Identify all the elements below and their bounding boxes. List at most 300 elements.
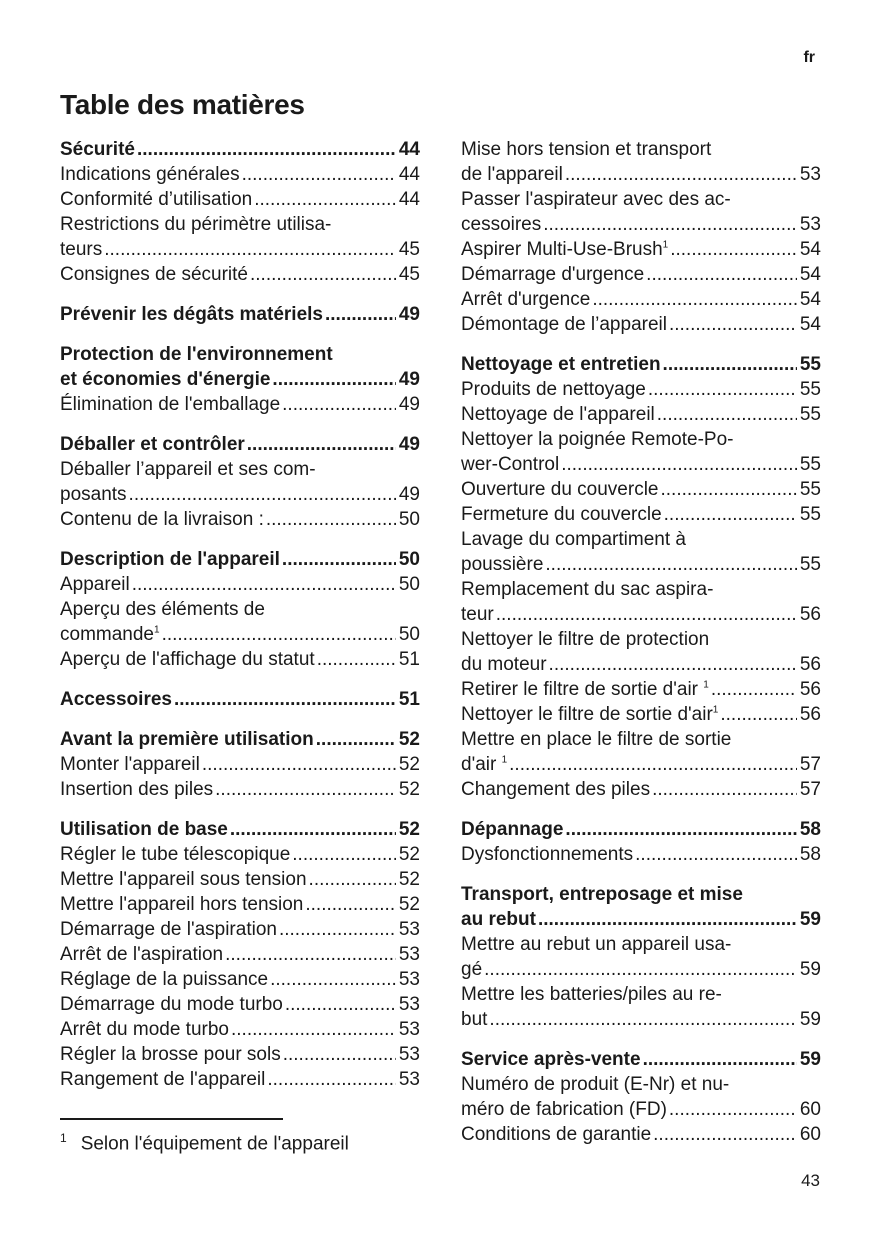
toc-page-number: 53: [398, 944, 420, 965]
toc-entry[interactable]: [461, 237, 821, 262]
toc-entry-row: [461, 352, 821, 377]
toc-entry[interactable]: [461, 187, 821, 237]
toc-entry-label: [60, 367, 270, 392]
toc-entry-title: Mettre l'appareil sous tension: [60, 869, 307, 890]
dot-leader: [325, 302, 396, 327]
toc-entry-label: [60, 302, 323, 327]
toc-entry[interactable]: [461, 702, 821, 727]
toc-entry[interactable]: [461, 262, 821, 287]
toc-page-number: 53: [398, 1069, 420, 1090]
toc-entry[interactable]: [60, 572, 420, 597]
toc-entry-label: [461, 312, 667, 337]
toc-page-number: 55: [799, 454, 821, 475]
dot-leader: [285, 992, 396, 1017]
toc-entry-text-start: Mettre au rebut un appareil usa-: [461, 934, 732, 955]
dot-leader: [292, 842, 396, 867]
toc-entry-label: [60, 917, 277, 942]
toc-entry[interactable]: [461, 137, 821, 187]
toc-entry-title: Insertion des piles: [60, 779, 214, 800]
toc-entry-title: Changement des piles: [461, 779, 651, 800]
toc-page-number: 52: [398, 819, 420, 840]
toc-entry[interactable]: [60, 842, 420, 867]
toc-page-number: 54: [799, 314, 821, 335]
toc-entry-title: Service après-vente: [461, 1049, 641, 1070]
footnote-reference: 1: [703, 679, 709, 691]
toc-entry-row: [60, 392, 420, 417]
toc-entry-title: Conditions de garantie: [461, 1124, 652, 1145]
toc-entry[interactable]: [461, 477, 821, 502]
toc-heading[interactable]: [60, 137, 420, 162]
dot-leader: [283, 1042, 396, 1067]
toc-entry-title: Arrêt du mode turbo: [60, 1019, 229, 1040]
toc-entry-label: [60, 942, 223, 967]
toc-entry-title: Nettoyer le filtre de sortie d'air: [461, 704, 713, 725]
dot-leader: [635, 842, 797, 867]
dot-leader: [242, 162, 396, 187]
footnote-reference: 1: [712, 704, 719, 716]
toc-entry[interactable]: [461, 287, 821, 312]
toc-entry-title: Monter l'appareil: [60, 754, 200, 775]
toc-entry-row: [461, 312, 821, 337]
toc-entry-title: Déballer et contrôler: [60, 434, 245, 455]
toc-entry-text-start: Numéro de produit (E-Nr) et nu-: [461, 1074, 730, 1095]
toc-page-number: 51: [398, 649, 420, 670]
toc-page-number: 49: [398, 369, 420, 390]
toc-entry-row: [60, 777, 420, 802]
toc-entry-label: [60, 1017, 229, 1042]
toc-entry-label: [60, 482, 127, 507]
toc-entry-row: [461, 1047, 821, 1072]
toc-entry-label: [461, 452, 559, 477]
toc-page-number: 52: [398, 754, 420, 775]
dot-leader: [509, 752, 797, 777]
dot-leader: [652, 777, 797, 802]
toc-entry-row: [461, 777, 821, 802]
toc-entry-row: [60, 302, 420, 327]
toc-entry-label: [461, 777, 650, 802]
toc-entry-row: [60, 507, 420, 532]
toc-entry-title: Arrêt d'urgence: [461, 289, 591, 310]
toc-entry-row: [60, 842, 420, 867]
toc-heading[interactable]: [461, 1047, 821, 1072]
toc-entry-title: Appareil: [60, 574, 130, 595]
dot-leader: [254, 187, 396, 212]
toc-entry-label: [461, 352, 661, 377]
toc-page-number: 49: [398, 434, 420, 455]
toc-entry[interactable]: [461, 777, 821, 802]
toc-section: [60, 547, 420, 672]
toc-page-number: 59: [799, 959, 821, 980]
toc-entry-label: [461, 287, 590, 312]
toc-entry-label: [60, 507, 264, 532]
toc-entry-row: [60, 262, 420, 287]
toc-entry-title: Produits de nettoyage: [461, 379, 646, 400]
toc-page-number: 59: [799, 909, 821, 930]
toc-page-number: 54: [799, 289, 821, 310]
toc-entry-label: [461, 552, 543, 577]
dot-leader: [484, 957, 797, 982]
toc-page-number: 49: [398, 484, 420, 505]
toc-entry-text-start: Aperçu des éléments de: [60, 599, 265, 620]
footnote-mark: 1: [60, 1131, 67, 1145]
toc-entry-row: [60, 867, 420, 892]
toc-section: [60, 432, 420, 532]
toc-entry-row: [60, 647, 420, 672]
footnote-divider: [60, 1118, 283, 1120]
toc-entry[interactable]: [60, 457, 420, 507]
dot-leader: [669, 1097, 797, 1122]
dot-leader: [104, 237, 396, 262]
toc-heading[interactable]: [60, 302, 420, 327]
toc-entry-title: wer-Control: [461, 454, 560, 475]
footnote-reference: 1: [154, 624, 160, 636]
toc-entry[interactable]: [60, 892, 420, 917]
toc-entry-label: [461, 677, 709, 702]
toc-entry-title: Réglage de la puissance: [60, 969, 269, 990]
toc-entry-label: [60, 1067, 265, 1092]
dot-leader: [669, 312, 797, 337]
toc-entry-title: Accessoires: [60, 689, 172, 710]
dot-leader: [565, 817, 796, 842]
toc-page-number: 53: [799, 164, 821, 185]
dot-leader: [545, 552, 796, 577]
toc-page-number: 53: [799, 214, 821, 235]
toc-page-number: 55: [799, 504, 821, 525]
toc-entry-title: Ouverture du couvercle: [461, 479, 659, 500]
toc-entry-title: Démarrage d'urgence: [461, 264, 645, 285]
toc-entry-row: [60, 1017, 420, 1042]
toc-entry-label: [60, 547, 280, 572]
toc-entry[interactable]: [60, 212, 420, 262]
toc-entry-row: [461, 752, 821, 777]
toc-entry-title: Indications générales: [60, 164, 240, 185]
toc-entry-title: Régler le tube télescopique: [60, 844, 291, 865]
toc-entry[interactable]: [461, 677, 821, 702]
toc-entry-label: [461, 842, 633, 867]
toc-page-number: 53: [398, 1019, 420, 1040]
toc-page-number: 44: [398, 164, 420, 185]
toc-entry[interactable]: [60, 1067, 420, 1092]
toc-entry[interactable]: [60, 777, 420, 802]
toc-entry[interactable]: [461, 982, 821, 1032]
toc-entry-label: [461, 377, 646, 402]
toc-entry[interactable]: [461, 527, 821, 577]
dot-leader: [215, 777, 396, 802]
toc-page-number: 50: [398, 549, 420, 570]
dot-leader: [316, 727, 396, 752]
toc-page-number: 58: [799, 844, 821, 865]
dot-leader: [561, 452, 797, 477]
dot-leader: [137, 137, 396, 162]
dot-leader: [247, 432, 396, 457]
toc-entry-row: [461, 907, 821, 932]
dot-leader: [250, 262, 396, 287]
toc-entry-title: Démontage de l’appareil: [461, 314, 667, 335]
toc-heading[interactable]: [60, 432, 420, 457]
toc-column-right: [461, 137, 821, 1162]
dot-leader: [272, 367, 395, 392]
toc-page-number: 56: [799, 704, 821, 725]
toc-entry-label: [461, 602, 494, 627]
toc-entry-row: [60, 237, 420, 262]
toc-entry[interactable]: [60, 507, 420, 532]
toc-entry[interactable]: [60, 867, 420, 892]
toc-section: [60, 727, 420, 802]
toc-entry-label: [461, 477, 659, 502]
toc-entry-label: [60, 867, 307, 892]
toc-page-number: 50: [398, 574, 420, 595]
toc-entry-text-start: Nettoyer le filtre de protection: [461, 629, 710, 650]
toc-entry[interactable]: [461, 932, 821, 982]
toc-entry-label: [60, 892, 303, 917]
toc-page-number: 50: [398, 624, 420, 645]
toc-page-number: 52: [398, 779, 420, 800]
toc-entry-label: [60, 727, 314, 752]
toc-entry-title: Élimination de l'emballage: [60, 394, 281, 415]
toc-section: [60, 817, 420, 1092]
toc-entry-row: [461, 677, 821, 702]
toc-entry-title: au rebut: [461, 909, 536, 930]
page-title: Table des matières: [60, 89, 305, 120]
toc-entry[interactable]: [461, 577, 821, 627]
dot-leader: [664, 502, 797, 527]
dot-leader: [538, 907, 797, 932]
dot-leader: [661, 477, 797, 502]
toc-page-number: 56: [799, 654, 821, 675]
toc-entry-text-start: Mettre les batteries/piles au re-: [461, 984, 722, 1005]
toc-entry-title: posants: [60, 484, 127, 505]
toc-entry-row: [60, 482, 420, 507]
toc-heading[interactable]: [60, 817, 420, 842]
toc-entry-text-start: Déballer l’appareil et ses com-: [60, 459, 316, 480]
toc-page-number: 50: [398, 509, 420, 530]
toc-entry-title: Prévenir les dégâts matériels: [60, 304, 323, 325]
toc-page-number: 45: [398, 239, 420, 260]
toc-entry[interactable]: [461, 312, 821, 337]
toc-entry-title: Conformité d’utilisation: [60, 189, 253, 210]
toc-entry-label: [461, 262, 644, 287]
toc-entry-label: [461, 1007, 487, 1032]
dot-leader: [174, 687, 396, 712]
toc-entry-label: [60, 992, 283, 1017]
toc-heading[interactable]: [461, 817, 821, 842]
toc-page-number: 52: [398, 844, 420, 865]
toc-page-number: 53: [398, 994, 420, 1015]
toc-entry-label: [461, 1122, 651, 1147]
dot-leader: [496, 602, 797, 627]
toc-heading[interactable]: [60, 547, 420, 572]
toc-entry[interactable]: [461, 377, 821, 402]
toc-section: [60, 687, 420, 712]
toc-entry-label: [60, 187, 252, 212]
toc-entry-title: Nettoyage de l'appareil: [461, 404, 655, 425]
toc-entry-label: [461, 652, 547, 677]
toc-entry[interactable]: [461, 402, 821, 427]
toc-entry[interactable]: [60, 942, 420, 967]
toc-entry-title: Description de l'appareil: [60, 549, 280, 570]
toc-entry-row: [60, 622, 420, 647]
toc-entry[interactable]: [60, 1042, 420, 1067]
footnote: [60, 1131, 349, 1155]
toc-entry-title: Fermeture du couvercle: [461, 504, 662, 525]
toc-page-number: 54: [799, 239, 821, 260]
toc-page-number: 52: [398, 729, 420, 750]
toc-entry-label: [461, 907, 536, 932]
toc-entry-label: [461, 752, 507, 777]
toc-section: [461, 137, 821, 337]
toc-page-number: 52: [398, 869, 420, 890]
footnote-text: Selon l'équipement de l'appareil: [80, 1133, 349, 1155]
toc-entry[interactable]: [461, 1072, 821, 1122]
toc-entry-title: Dépannage: [461, 819, 564, 840]
toc-entry-label: [60, 1042, 281, 1067]
toc-entry-row: [461, 817, 821, 842]
toc-entry[interactable]: [60, 967, 420, 992]
toc-page-number: 59: [799, 1009, 821, 1030]
toc-entry-label: [60, 842, 290, 867]
toc-page-number: 52: [398, 894, 420, 915]
toc-entry-row: [461, 287, 821, 312]
toc-entry-row: [461, 402, 821, 427]
dot-leader: [663, 352, 797, 377]
toc-entry-text-start: Mettre en place le filtre de sortie: [461, 729, 732, 750]
toc-entry-label: [461, 1097, 667, 1122]
toc-entry[interactable]: [461, 727, 821, 777]
toc-entry-row: [60, 942, 420, 967]
toc-entry-title: de l'appareil: [461, 164, 563, 185]
toc-entry-row: [461, 1122, 821, 1147]
toc-entry[interactable]: [60, 752, 420, 777]
toc-page-number: 45: [398, 264, 420, 285]
toc-entry[interactable]: [60, 992, 420, 1017]
dot-leader: [565, 162, 797, 187]
toc-entry[interactable]: [60, 1017, 420, 1042]
dot-leader: [549, 652, 797, 677]
toc-entry-title: Avant la première utilisation: [60, 729, 314, 750]
toc-entry-row: [461, 477, 821, 502]
footnote-reference: 1: [662, 239, 669, 251]
dot-leader: [231, 1017, 396, 1042]
toc-entry-row: [60, 917, 420, 942]
toc-entry[interactable]: [461, 842, 821, 867]
toc-entry[interactable]: [461, 1122, 821, 1147]
toc-page-number: 55: [799, 379, 821, 400]
dot-leader: [202, 752, 396, 777]
toc-entry-text-start: Nettoyer la poignée Remote-Po-: [461, 429, 734, 450]
toc-section: [461, 1047, 821, 1147]
dot-leader: [648, 377, 797, 402]
toc-section: [60, 302, 420, 327]
toc-heading[interactable]: [60, 342, 420, 392]
dot-leader: [225, 942, 396, 967]
toc-entry[interactable]: [60, 392, 420, 417]
toc-entry-title: Sécurité: [60, 139, 135, 160]
toc-entry-label: [60, 572, 130, 597]
toc-entry[interactable]: [60, 162, 420, 187]
page-number: 43: [801, 1171, 820, 1190]
toc-page-number: 56: [799, 604, 821, 625]
toc-entry-label: [461, 402, 655, 427]
toc-entry-row: [60, 752, 420, 777]
toc-entry-label: [60, 967, 268, 992]
toc-entry[interactable]: [60, 187, 420, 212]
toc-entry-label: [461, 502, 662, 527]
toc-entry-title: Démarrage de l'aspiration: [60, 919, 277, 940]
toc-entry-row: [60, 572, 420, 597]
toc-entry-row: [461, 377, 821, 402]
toc-page-number: 59: [799, 1049, 821, 1070]
toc-entry-row: [461, 602, 821, 627]
toc-entry[interactable]: [60, 597, 420, 647]
toc-entry-title: teurs: [60, 239, 103, 260]
toc-heading[interactable]: [461, 882, 821, 932]
toc-entry[interactable]: [461, 427, 821, 477]
toc-heading[interactable]: [461, 352, 821, 377]
toc-entry[interactable]: [60, 647, 420, 672]
dot-leader: [720, 702, 797, 727]
toc-entry-label: [461, 702, 718, 727]
dot-leader: [657, 402, 797, 427]
dot-leader: [592, 287, 797, 312]
toc-entry-text-start: Transport, entreposage et mise: [461, 884, 743, 905]
toc-entry-row: [461, 237, 821, 262]
toc-entry-title: Dysfonctionnements: [461, 844, 634, 865]
dot-leader: [711, 677, 797, 702]
dot-leader: [132, 572, 396, 597]
toc-entry-row: [60, 687, 420, 712]
footnote-reference: 1: [501, 754, 508, 766]
dot-leader: [162, 622, 396, 647]
toc-heading[interactable]: [60, 727, 420, 752]
toc-page-number: 56: [799, 679, 821, 700]
toc-entry-title: Aspirer Multi-Use-Brush: [461, 239, 663, 260]
toc-entry-title: but: [461, 1009, 488, 1030]
toc-heading[interactable]: [60, 687, 420, 712]
toc-page-number: 55: [799, 354, 821, 375]
toc-entry-title: Consignes de sécurité: [60, 264, 248, 285]
dot-leader: [266, 507, 396, 532]
toc-entry-label: [60, 162, 240, 187]
toc-entry-row: [461, 212, 821, 237]
toc-entry[interactable]: [60, 262, 420, 287]
dot-leader: [670, 237, 797, 262]
toc-section: [461, 882, 821, 1032]
dot-leader: [279, 917, 396, 942]
toc-entry-text-start: Remplacement du sac aspira-: [461, 579, 714, 600]
toc-entry-label: [461, 237, 668, 262]
toc-entry-row: [60, 967, 420, 992]
toc-entry-title: d'air: [461, 754, 502, 775]
toc-entry-title: commande: [60, 624, 154, 645]
dot-leader: [270, 967, 396, 992]
toc-entry[interactable]: [461, 627, 821, 677]
toc-page-number: 49: [398, 304, 420, 325]
dot-leader: [317, 647, 396, 672]
toc-entry[interactable]: [60, 917, 420, 942]
toc-entry-title: Mettre l'appareil hors tension: [60, 894, 304, 915]
toc-entry-text-start: Passer l'aspirateur avec des ac-: [461, 189, 731, 210]
toc-entry-title: gé: [461, 959, 483, 980]
toc-entry-row: [60, 727, 420, 752]
toc-entry-title: Contenu de la livraison :: [60, 509, 264, 530]
toc-entry-row: [461, 957, 821, 982]
toc-entry-label: [461, 817, 563, 842]
toc-entry-label: [60, 752, 200, 777]
toc-page-number: 54: [799, 264, 821, 285]
toc-entry-title: Utilisation de base: [60, 819, 228, 840]
toc-page-number: 44: [398, 189, 420, 210]
toc-entry[interactable]: [461, 502, 821, 527]
